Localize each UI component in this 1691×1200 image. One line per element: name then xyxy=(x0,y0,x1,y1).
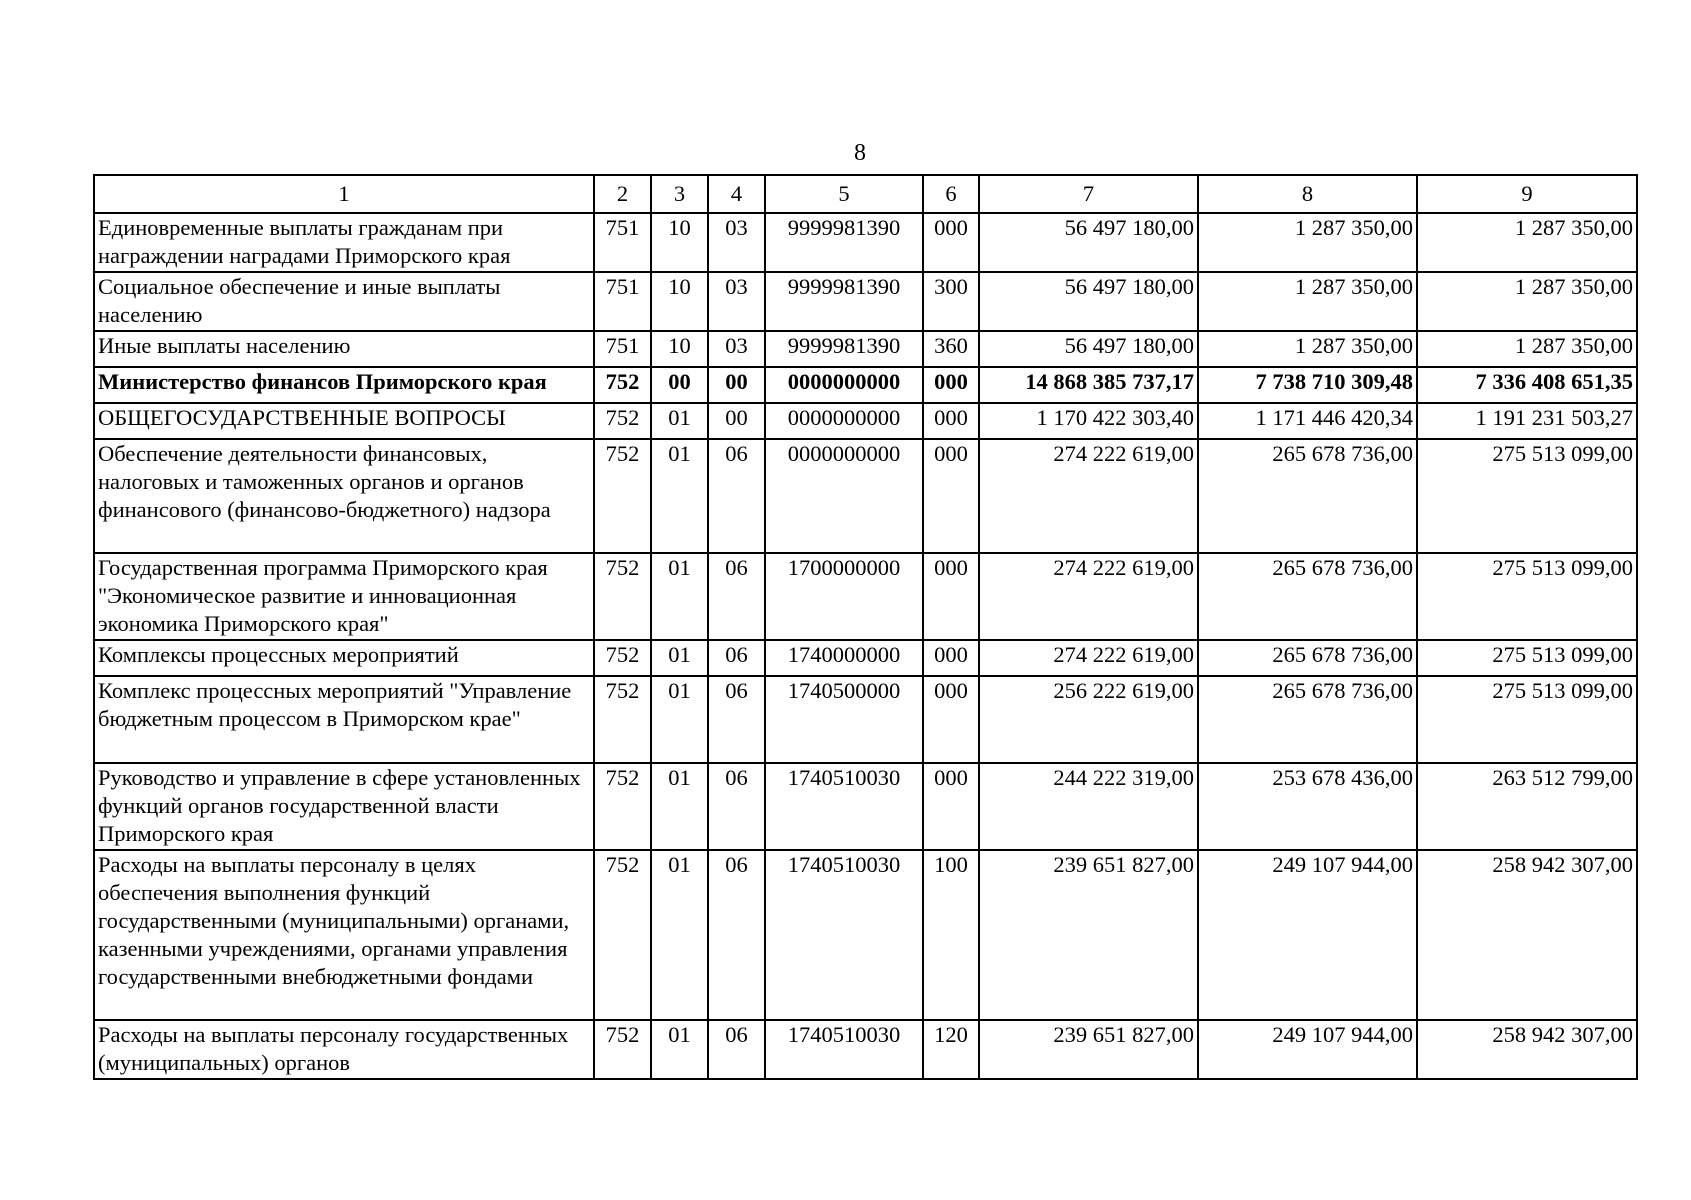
amount-col9: 275 513 099,00 xyxy=(1417,640,1637,676)
section-code: 01 xyxy=(651,676,708,763)
column-header: 1 xyxy=(94,175,594,213)
amount-col7: 239 651 827,00 xyxy=(979,850,1198,1020)
admin-code: 752 xyxy=(594,640,651,676)
subsection-code: 06 xyxy=(708,676,765,763)
target-article-code: 9999981390 xyxy=(765,272,923,331)
amount-col9: 1 287 350,00 xyxy=(1417,331,1637,367)
amount-col7: 256 222 619,00 xyxy=(979,676,1198,763)
section-code: 10 xyxy=(651,213,708,272)
subsection-code: 06 xyxy=(708,439,765,553)
row-name: Социальное обеспечение и иные выплаты населению xyxy=(94,272,594,331)
expense-type-code: 000 xyxy=(923,367,979,403)
row-name: Министерство финансов Приморского края xyxy=(94,367,594,403)
target-article-code: 1740510030 xyxy=(765,763,923,850)
expense-type-code: 000 xyxy=(923,640,979,676)
header-row xyxy=(94,175,1637,213)
amount-col7: 274 222 619,00 xyxy=(979,439,1198,553)
expense-type-code: 120 xyxy=(923,1020,979,1079)
subsection-code: 06 xyxy=(708,553,765,640)
expense-type-code: 000 xyxy=(923,439,979,553)
admin-code: 752 xyxy=(594,676,651,763)
table-row xyxy=(94,439,1637,553)
column-header: 7 xyxy=(979,175,1198,213)
amount-col9: 258 942 307,00 xyxy=(1417,1020,1637,1079)
amount-col8: 265 678 736,00 xyxy=(1198,439,1417,553)
budget-table xyxy=(93,174,1638,1080)
amount-col7: 244 222 319,00 xyxy=(979,763,1198,850)
amount-col7: 14 868 385 737,17 xyxy=(979,367,1198,403)
amount-col9: 1 287 350,00 xyxy=(1417,213,1637,272)
target-article-code: 1740510030 xyxy=(765,850,923,1020)
section-code: 01 xyxy=(651,553,708,640)
table-row xyxy=(94,640,1637,676)
row-name: Единовременные выплаты гражданам при награждении наградами Приморского края xyxy=(94,213,594,272)
admin-code: 752 xyxy=(594,403,651,439)
row-name: Расходы на выплаты персоналу в целях обеспечения выполнения функций государственными (муниципальными) органами, казенными учреждениями, органами управления государственными внебюджетными фондами xyxy=(94,850,594,1020)
subsection-code: 00 xyxy=(708,403,765,439)
amount-col7: 56 497 180,00 xyxy=(979,331,1198,367)
column-header: 4 xyxy=(708,175,765,213)
amount-col8: 265 678 736,00 xyxy=(1198,676,1417,763)
table-row xyxy=(94,331,1637,367)
section-code: 10 xyxy=(651,331,708,367)
admin-code: 751 xyxy=(594,331,651,367)
table-row xyxy=(94,367,1637,403)
column-header: 6 xyxy=(923,175,979,213)
amount-col8: 253 678 436,00 xyxy=(1198,763,1417,850)
amount-col9: 7 336 408 651,35 xyxy=(1417,367,1637,403)
expense-type-code: 100 xyxy=(923,850,979,1020)
column-header: 8 xyxy=(1198,175,1417,213)
subsection-code: 00 xyxy=(708,367,765,403)
amount-col9: 275 513 099,00 xyxy=(1417,676,1637,763)
subsection-code: 03 xyxy=(708,331,765,367)
expense-type-code: 360 xyxy=(923,331,979,367)
amount-col7: 274 222 619,00 xyxy=(979,553,1198,640)
subsection-code: 06 xyxy=(708,640,765,676)
table-row xyxy=(94,213,1637,272)
admin-code: 752 xyxy=(594,439,651,553)
subsection-code: 03 xyxy=(708,272,765,331)
amount-col7: 56 497 180,00 xyxy=(979,213,1198,272)
amount-col8: 1 287 350,00 xyxy=(1198,331,1417,367)
amount-col8: 1 287 350,00 xyxy=(1198,213,1417,272)
amount-col9: 275 513 099,00 xyxy=(1417,553,1637,640)
amount-col7: 1 170 422 303,40 xyxy=(979,403,1198,439)
target-article-code: 1740510030 xyxy=(765,1020,923,1079)
row-name: Руководство и управление в сфере установленных функций органов государственной власти Приморского края xyxy=(94,763,594,850)
target-article-code: 0000000000 xyxy=(765,403,923,439)
admin-code: 752 xyxy=(594,553,651,640)
expense-type-code: 000 xyxy=(923,213,979,272)
section-code: 00 xyxy=(651,367,708,403)
amount-col7: 239 651 827,00 xyxy=(979,1020,1198,1079)
admin-code: 752 xyxy=(594,763,651,850)
expense-type-code: 000 xyxy=(923,676,979,763)
table-row xyxy=(94,553,1637,640)
row-name: ОБЩЕГОСУДАРСТВЕННЫЕ ВОПРОСЫ xyxy=(94,403,594,439)
amount-col8: 265 678 736,00 xyxy=(1198,553,1417,640)
table-row xyxy=(94,403,1637,439)
amount-col8: 1 171 446 420,34 xyxy=(1198,403,1417,439)
target-article-code: 9999981390 xyxy=(765,213,923,272)
expense-type-code: 000 xyxy=(923,763,979,850)
target-article-code: 1700000000 xyxy=(765,553,923,640)
section-code: 01 xyxy=(651,850,708,1020)
page-number: 8 xyxy=(854,140,866,166)
section-code: 01 xyxy=(651,403,708,439)
amount-col8: 249 107 944,00 xyxy=(1198,850,1417,1020)
row-name: Иные выплаты населению xyxy=(94,331,594,367)
target-article-code: 0000000000 xyxy=(765,367,923,403)
row-name: Обеспечение деятельности финансовых, налоговых и таможенных органов и органов финансового (финансово-бюджетного) надзора xyxy=(94,439,594,553)
column-header: 3 xyxy=(651,175,708,213)
column-header: 9 xyxy=(1417,175,1637,213)
section-code: 01 xyxy=(651,1020,708,1079)
expense-type-code: 000 xyxy=(923,403,979,439)
amount-col7: 274 222 619,00 xyxy=(979,640,1198,676)
subsection-code: 06 xyxy=(708,1020,765,1079)
admin-code: 751 xyxy=(594,272,651,331)
expense-type-code: 300 xyxy=(923,272,979,331)
subsection-code: 06 xyxy=(708,763,765,850)
subsection-code: 06 xyxy=(708,850,765,1020)
amount-col9: 1 191 231 503,27 xyxy=(1417,403,1637,439)
target-article-code: 1740500000 xyxy=(765,676,923,763)
amount-col9: 275 513 099,00 xyxy=(1417,439,1637,553)
amount-col8: 7 738 710 309,48 xyxy=(1198,367,1417,403)
table-row xyxy=(94,1020,1637,1079)
amount-col7: 56 497 180,00 xyxy=(979,272,1198,331)
row-name: Государственная программа Приморского края "Экономическое развитие и инновационная экономика Приморского края" xyxy=(94,553,594,640)
table-row xyxy=(94,676,1637,763)
amount-col9: 263 512 799,00 xyxy=(1417,763,1637,850)
expense-type-code: 000 xyxy=(923,553,979,640)
admin-code: 752 xyxy=(594,1020,651,1079)
column-header: 2 xyxy=(594,175,651,213)
row-name: Расходы на выплаты персоналу государственных (муниципальных) органов xyxy=(94,1020,594,1079)
table-row xyxy=(94,850,1637,1020)
section-code: 01 xyxy=(651,763,708,850)
admin-code: 752 xyxy=(594,850,651,1020)
admin-code: 751 xyxy=(594,213,651,272)
section-code: 01 xyxy=(651,640,708,676)
subsection-code: 03 xyxy=(708,213,765,272)
amount-col9: 258 942 307,00 xyxy=(1417,850,1637,1020)
amount-col8: 249 107 944,00 xyxy=(1198,1020,1417,1079)
admin-code: 752 xyxy=(594,367,651,403)
row-name: Комплекс процессных мероприятий "Управление бюджетным процессом в Приморском крае" xyxy=(94,676,594,763)
row-name: Комплексы процессных мероприятий xyxy=(94,640,594,676)
target-article-code: 9999981390 xyxy=(765,331,923,367)
amount-col8: 1 287 350,00 xyxy=(1198,272,1417,331)
table-row xyxy=(94,763,1637,850)
table-row xyxy=(94,272,1637,331)
section-code: 10 xyxy=(651,272,708,331)
target-article-code: 0000000000 xyxy=(765,439,923,553)
target-article-code: 1740000000 xyxy=(765,640,923,676)
amount-col8: 265 678 736,00 xyxy=(1198,640,1417,676)
amount-col9: 1 287 350,00 xyxy=(1417,272,1637,331)
section-code: 01 xyxy=(651,439,708,553)
column-header: 5 xyxy=(765,175,923,213)
